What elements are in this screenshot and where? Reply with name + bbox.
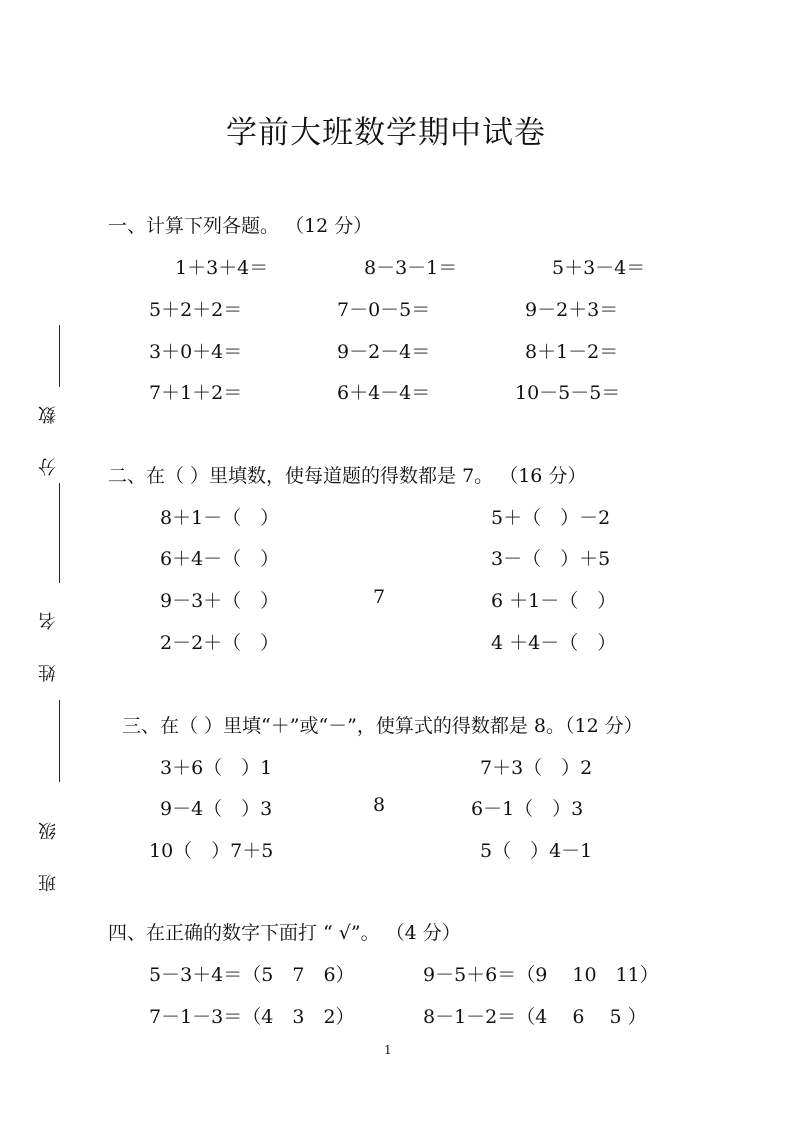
s1-r4-c1: 7＋1＋2＝ xyxy=(149,382,243,404)
class-line xyxy=(59,700,60,782)
s1-r4-c3: 10－5－5＝ xyxy=(515,382,621,404)
s3-left-2: 9－4（ ）3 xyxy=(160,798,273,820)
s2-target-number: 7 xyxy=(373,586,386,608)
s1-r1-c1: 1＋3＋4＝ xyxy=(175,257,269,279)
s1-r4-c2: 6＋4－4＝ xyxy=(337,382,431,404)
s4-r1-c2: 9－5＋6＝（9 10 11） xyxy=(423,964,659,986)
s4-r2-c2: 8－1－2＝（4 6 5 ） xyxy=(423,1006,647,1028)
s4-r2-c1: 7－1－3＝（4 3 2） xyxy=(149,1006,355,1028)
name-line xyxy=(59,483,60,583)
section-1-heading: 一、计算下列各题。 （12 分） xyxy=(108,215,373,237)
s1-r3-c3: 8＋1－2＝ xyxy=(525,341,619,363)
s1-r1-c2: 8－3－1＝ xyxy=(364,257,458,279)
s2-left-1: 8＋1－（ ） xyxy=(160,507,280,529)
s1-r2-c3: 9－2＋3＝ xyxy=(525,299,619,321)
s3-left-1: 3＋6（ ）1 xyxy=(160,757,273,779)
section-4-heading: 四、在正确的数字下面打 “ √”。 （4 分） xyxy=(108,922,461,944)
s1-r2-c1: 5＋2＋2＝ xyxy=(149,299,243,321)
s2-right-3: 6 ＋1－（ ） xyxy=(491,590,617,612)
s2-left-3: 9－3＋（ ） xyxy=(160,590,280,612)
section-3-heading: 三、在（ ）里填“＋”或“－”，使算式的得数都是 8。（12 分） xyxy=(122,715,643,737)
s2-right-2: 3－（ ）＋5 xyxy=(491,548,611,570)
s3-left-3: 10（ ）7＋5 xyxy=(149,840,274,862)
s3-right-1: 7＋3（ ）2 xyxy=(480,757,593,779)
score-line xyxy=(59,325,60,387)
s3-target-number: 8 xyxy=(373,794,386,816)
score-label: 分 数 xyxy=(38,392,59,476)
name-label: 姓 名 xyxy=(38,598,59,682)
s2-right-4: 4 ＋4－（ ） xyxy=(491,632,617,654)
page-number: 1 xyxy=(384,1043,392,1057)
s3-right-2: 6－1（ ）3 xyxy=(471,798,584,820)
s3-right-3: 5（ ）4－1 xyxy=(480,840,593,862)
s1-r1-c3: 5＋3－4＝ xyxy=(552,257,646,279)
s1-r3-c2: 9－2－4＝ xyxy=(337,341,431,363)
s2-left-4: 2－2＋（ ） xyxy=(160,632,280,654)
page-title: 学前大班数学期中试卷 xyxy=(226,115,546,151)
s4-r1-c1: 5－3＋4＝（5 7 6） xyxy=(149,964,355,986)
s1-r3-c1: 3＋0＋4＝ xyxy=(149,341,243,363)
s2-left-2: 6＋4－（ ） xyxy=(160,548,280,570)
class-label: 班 级 xyxy=(38,808,59,892)
section-2-heading: 二、在（ ）里填数，使每道题的得数都是 7。 （16 分） xyxy=(108,465,587,487)
s2-right-1: 5＋（ ）－2 xyxy=(491,507,611,529)
s1-r2-c2: 7－0－5＝ xyxy=(337,299,431,321)
